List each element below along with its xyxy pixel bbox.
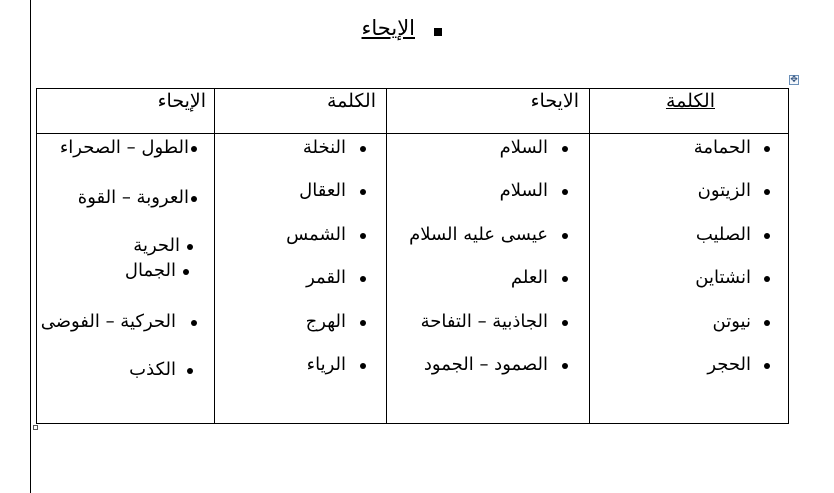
- bullet-dot-icon: [562, 189, 568, 195]
- header-word-1: الكلمة: [665, 91, 715, 112]
- table-column-divider: [214, 89, 215, 423]
- table-move-handle-icon[interactable]: ✥: [790, 75, 798, 85]
- table-cell: العلم: [510, 267, 548, 288]
- table-cell: الصليب: [695, 224, 751, 245]
- table-cell: العروبة – القوة: [77, 187, 189, 208]
- bullet-dot-icon: [562, 146, 568, 152]
- header-connotation-2: الإيحاء: [157, 91, 206, 112]
- section-heading: [300, 16, 460, 48]
- bullet-dot-icon: [360, 363, 366, 369]
- table-cell: الزيتون: [697, 180, 751, 201]
- table-resize-handle[interactable]: [33, 425, 38, 430]
- bullet-dot-icon: [360, 276, 366, 282]
- bullet-dot-icon: [764, 189, 770, 195]
- table-cell: السلام: [499, 180, 548, 201]
- table-cell: الحجر: [707, 354, 751, 375]
- table-cell: الشمس: [286, 224, 346, 245]
- heading-title: الإيحاء: [361, 16, 415, 40]
- bullet-dot-icon: [187, 244, 193, 250]
- table-cell: الصمود – الجمود: [423, 354, 548, 375]
- bullet-dot-icon: [764, 363, 770, 369]
- bullet-dot-icon: [764, 320, 770, 326]
- bullet-dot-icon: [764, 276, 770, 282]
- page-margin-line: [30, 0, 31, 493]
- words-table: [36, 88, 789, 424]
- table-cell: الجمال: [124, 260, 176, 281]
- square-bullet-icon: [434, 28, 442, 36]
- table-cell: الطول – الصحراء: [59, 137, 189, 158]
- bullet-dot-icon: [360, 233, 366, 239]
- bullet-dot-icon: [562, 233, 568, 239]
- table-cell: القمر: [306, 267, 346, 288]
- bullet-dot-icon: [562, 363, 568, 369]
- table-cell: الرياء: [306, 354, 346, 375]
- table-cell: الحمامة: [693, 137, 751, 158]
- bullet-dot-icon: [183, 269, 189, 275]
- bullet-dot-icon: [764, 146, 770, 152]
- bullet-dot-icon: [562, 320, 568, 326]
- table-cell: السلام: [499, 137, 548, 158]
- header-word-2: الكلمة: [326, 91, 376, 112]
- table-cell: النخلة: [302, 137, 346, 158]
- bullet-dot-icon: [360, 189, 366, 195]
- header-connotation-1: الايحاء: [530, 91, 579, 112]
- table-column-divider: [386, 89, 387, 423]
- table-cell: عيسى عليه السلام: [409, 224, 548, 245]
- bullet-dot-icon: [191, 196, 197, 202]
- table-cell: الجاذبية – التفاحة: [420, 311, 548, 332]
- bullet-dot-icon: [191, 146, 197, 152]
- table-cell: العقال: [299, 180, 346, 201]
- bullet-dot-icon: [191, 320, 197, 326]
- table-cell: نيوتن: [712, 311, 751, 332]
- table-header-divider: [37, 133, 788, 134]
- bullet-dot-icon: [187, 368, 193, 374]
- table-cell: الحركية – الفوضى: [40, 311, 176, 332]
- bullet-dot-icon: [360, 146, 366, 152]
- table-cell: الكذب: [129, 359, 176, 380]
- table-column-divider: [589, 89, 590, 423]
- table-cell: انشتاين: [695, 267, 751, 288]
- table-cell: الحرية: [133, 235, 180, 256]
- bullet-dot-icon: [562, 276, 568, 282]
- table-cell: الهرج: [305, 311, 346, 332]
- bullet-dot-icon: [360, 320, 366, 326]
- bullet-dot-icon: [764, 233, 770, 239]
